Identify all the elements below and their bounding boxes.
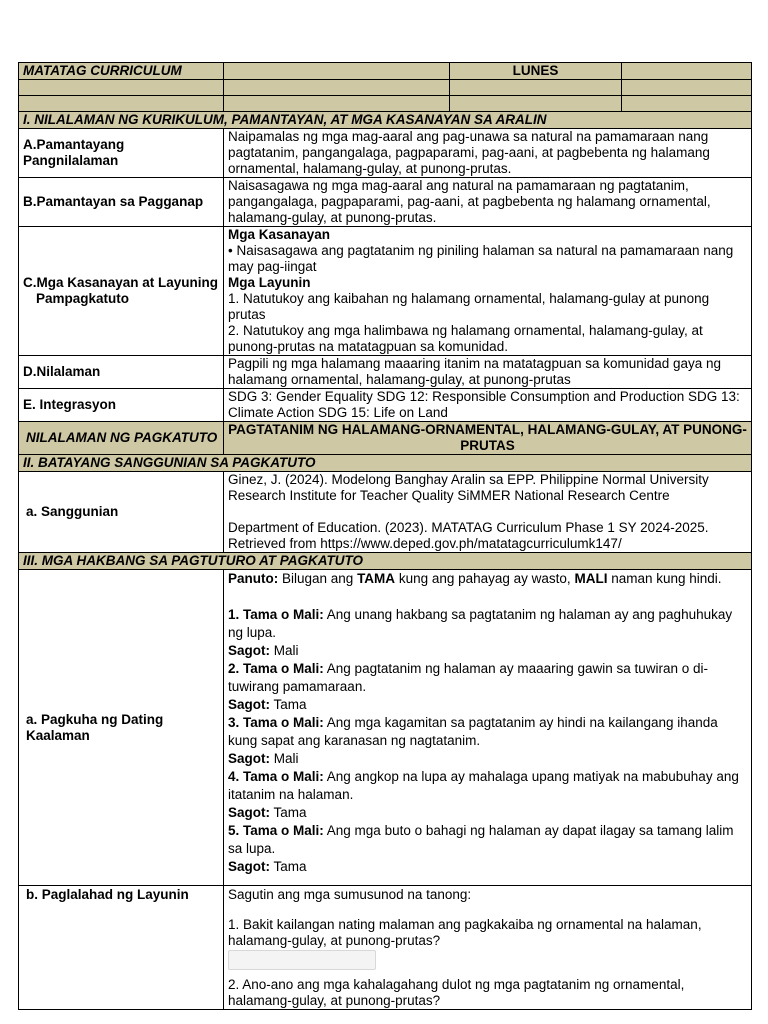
reference-item: Ginez, J. (2024). Modelong Banghay Aralin sa EPP. Philippine Normal University Research Institute for Teacher Quality SiMMER National Research Centre: [228, 472, 709, 503]
answer-item: Sagot: Mali: [228, 643, 299, 658]
lesson-plan: [18, 62, 751, 1010]
day-label: LUNES: [450, 63, 622, 80]
quiz-content: [224, 570, 752, 886]
section-heading: III. MGA HAKBANG SA PAGTUTURO AT PAGKATUTO: [19, 553, 752, 570]
header-cell-empty: [224, 63, 450, 80]
row-content: Naisasagawa ng mga mag-aaral ang natural na pamamaraan ng pagtatanim, pangangalaga, pagpaparami, pag-aani, at pagbebenta ng halamang ornamental, halamang-gulay, at punong-prutas.: [224, 178, 752, 227]
row-label: B.Pamantayan sa Pagganap: [19, 178, 224, 227]
row-label: a. Pagkuha ng Dating Kaalaman: [19, 570, 224, 886]
answer-item: Sagot: Tama: [228, 859, 307, 874]
kasanayan-item: • Naisasagawa ang pagtatanim ng piniling halaman sa natural na pamamaraan nang may pag-iingat: [228, 243, 734, 274]
objectives-intro: Sagutin ang mga sumusunod na tanong:: [228, 887, 472, 902]
table-row: [19, 227, 752, 356]
nilalaman-row: [19, 422, 752, 455]
table-row: [19, 472, 752, 553]
table-row: [19, 356, 752, 389]
question-item: 1. Bakit kailangan nating malaman ang pagkakaiba ng ornamental na halaman, halamang-gulay, at punong-prutas?: [228, 917, 702, 948]
layunin-item: 1. Natutukoy ang kaibahan ng halamang ornamental, halamang-gulay at punong prutas: [228, 291, 710, 322]
row-content: Naipamalas ng mga mag-aaral ang pag-unawa sa natural na pamamaraan nang pagtatanim, pangangalaga, pagpaparami, pag-aani, at pagbebenta ng halamang ornamental, halamang-gulay, at punong-prutas.: [224, 129, 752, 178]
header-blank-row: [19, 96, 752, 112]
question-item: 5. Tama o Mali: Ang mga buto o bahagi ng halaman ay dapat ilagay sa tamang lalim sa lupa.: [228, 823, 734, 856]
row-content: Pagpili ng mga halamang maaaring itanim na matatagpuan sa komunidad gaya ng halamang ornamental, halamang-gulay, at punong-prutas: [224, 356, 752, 389]
header-blank-row: [19, 80, 752, 96]
reference-item: Department of Education. (2023). MATATAG Curriculum Phase 1 SY 2024-2025. Retrieved from https://www.deped.gov.ph/matatagcurriculumk147/: [228, 520, 709, 551]
table-row: [19, 129, 752, 178]
curriculum-title: MATATAG CURRICULUM: [19, 63, 224, 80]
row-label: A.Pamantayang Pangnilalaman: [19, 129, 224, 178]
section-heading: I. NILALAMAN NG KURIKULUM, PAMANTAYAN, AT MGA KASANAYAN SA ARALIN: [19, 112, 752, 129]
question-item: 2. Tama o Mali: Ang pagtatanim ng halaman ay maaaring gawin sa tuwiran o di-tuwirang pamamaraan.: [228, 661, 709, 694]
table-row: [19, 178, 752, 227]
question-item: 2. Ano-ano ang mga kahalagahang dulot ng mga pagtatanim ng ornamental, halamang-gulay, at punong-prutas?: [228, 977, 685, 1008]
table-row: [19, 389, 752, 422]
answer-item: Sagot: Tama: [228, 697, 307, 712]
row-label: E. Integrasyon: [19, 389, 224, 422]
lesson-plan-table: [18, 62, 752, 1010]
row-label: a. Sanggunian: [19, 472, 224, 553]
question-item: 3. Tama o Mali: Ang mga kagamitan sa pagtatanim ay hindi na kailangang ihanda kung sapat ang karanasan ng nagtatanim.: [228, 715, 718, 748]
row-content: SDG 3: Gender Equality SDG 12: Responsible Consumption and Production SDG 13: Climate Action SDG 15: Life on Land: [224, 389, 752, 422]
table-row: [19, 570, 752, 886]
row-label: C.Mga Kasanayan at Layuning Pampagkatuto: [19, 227, 224, 356]
answer-item: Sagot: Tama: [228, 805, 307, 820]
kasanayan-title: Mga Kasanayan: [228, 227, 331, 242]
answer-item: Sagot: Mali: [228, 751, 299, 766]
layunin-item: 2. Natutukoy ang mga halimbawa ng halamang ornamental, halamang-gulay, at punong-prutas na matatagpuan sa komunidad.: [228, 323, 703, 354]
answer-input[interactable]: [228, 950, 376, 970]
nilalaman-content: PAGTATANIM NG HALAMANG-ORNAMENTAL, HALAMANG-GULAY, AT PUNONG-PRUTAS: [224, 422, 752, 455]
layunin-title: Mga Layunin: [228, 275, 311, 290]
row-label: D.Nilalaman: [19, 356, 224, 389]
question-item: 4. Tama o Mali: Ang angkop na lupa ay mahalaga upang matiyak na mabubuhay ang itatanim na halaman.: [228, 769, 739, 802]
panuto: Panuto: Bilugan ang TAMA kung ang pahayag ay wasto, MALI naman kung hindi.: [228, 571, 722, 586]
section-heading: II. BATAYANG SANGGUNIAN SA PAGKATUTO: [19, 455, 752, 472]
row-content: [224, 227, 752, 356]
header-row: [19, 63, 752, 80]
objectives-content: [224, 886, 752, 1010]
references: [224, 472, 752, 553]
table-row: [19, 886, 752, 1010]
row-label: b. Paglalahad ng Layunin: [19, 886, 224, 1010]
nilalaman-label: NILALAMAN NG PAGKATUTO: [19, 422, 224, 455]
question-item: 1. Tama o Mali: Ang unang hakbang sa pagtatanim ng halaman ay ang paghuhukay ng lupa.: [228, 607, 733, 640]
header-cell-empty: [622, 63, 752, 80]
